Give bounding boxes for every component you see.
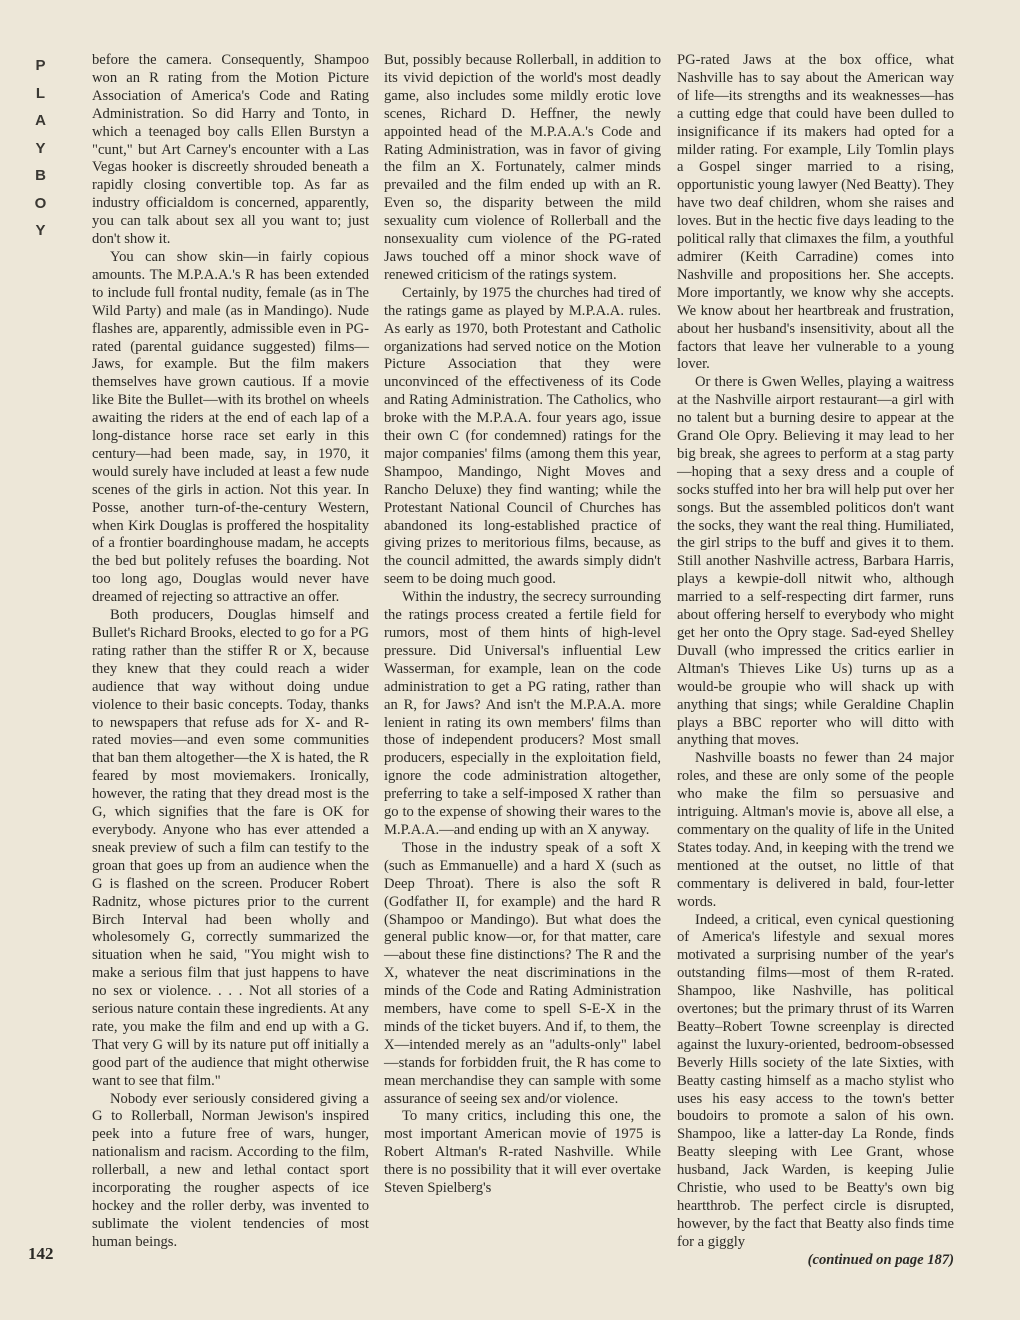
paragraph: Indeed, a critical, even cynical questioning of America's lifestyle and sexual mores motivated a surprising number of the year's outstanding films—most of them R-rated. Shampoo, like Nashville, has political overtones; but the primary thrust of its Warren Beatty–Robert Towne screenplay is directed against the luxury-oriented, bedroom-obsessed Beverly Hills society of the late Sixties, with Beatty casting himself as a macho stylist who uses his easy access to the town's better boudoirs to promote a salon of his own. Shampoo, like a latter-day La Ronde, finds Beatty sleeping with Lee Grant, whose husband, Jack Warden, is keeping Julie Christie, who used to be Beatty's own big heartthrob. The perfect circle is disrupted, however, by the fact that Beatty also finds time for a giggly: [677, 911, 954, 1250]
paragraph: Within the industry, the secrecy surrounding the ratings process created a fertile field for rumors, most of them hints of high-level pressure. Did Universal's influential Lew Wasserman, for example, lean on the code administration to get a PG rating, rather than an R, for Jaws? And isn't the M.P.A.A. more lenient in rating its own members' films than those of independent producers? Most small producers, especially in the exploitation field, ignore the code administration altogether, preferring to take a self-imposed X rather than go to the expense of showing their wares to the M.P.A.A.—and ending up with an X anyway.: [384, 589, 661, 838]
magazine-title-vertical: [24, 52, 58, 245]
page-number: 142: [28, 1244, 54, 1263]
title-letter: B: [35, 167, 47, 184]
paragraph: Nashville boasts no fewer than 24 major roles, and these are only some of the people who make the film so persuasive and intriguing. Altman's movie is, above all else, a commentary on the quality of life in the United States today. And, in keeping with the trend we mentioned at the outset, no little of that commentary is delivered in bald, four-letter words.: [677, 750, 954, 910]
title-letter: A: [35, 112, 47, 129]
title-letter: O: [34, 194, 48, 212]
title-letter: L: [35, 84, 47, 102]
paragraph: Or there is Gwen Welles, playing a waitress at the Nashville airport restaurant—a girl with no talent but a burning desire to appear at the Grand Ole Opry. Believing it may lead to her big break, she agrees to perform at a stag party—hoping that a sexy dress and a couple of socks stuffed into her bra will help put over her songs. But the assembled politicos don't want the socks, they want the real thing. Humiliated, the girl strips to the buff and gives it to them. Still another Nashville actress, Barbara Harris, plays a kewpie-doll nitwit who, although married to a self-respecting dirt farmer, runs about offering herself to everybody who might get her onto the Opry stage. Sad-eyed Shelley Duvall (who impressed the critics earlier in Altman's Thieves Like Us) turns up as a would-be groupie who will shack up with anything that sings; while Geraldine Chaplin plays a BBC reporter who will ditto with anything that moves.: [677, 374, 954, 749]
title-letter: Y: [35, 222, 47, 239]
title-letter: Y: [35, 139, 47, 157]
continued-note: (continued on page 187): [807, 1251, 954, 1268]
paragraph: PG-rated Jaws at the box office, what Nashville has to say about the American way of life—its strengths and its weaknesses—has a cutting edge that could have been dulled to insignificance if its makers had opted for a milder rating. For example, Lily Tomlin plays a Gospel singer married to a rising, opportunistic young lawyer (Ned Beatty). They have two deaf children, whom she raises and loves. But in the hectic five days leading to the political rally that climaxes the film, a youthful admirer (Keith Carradine) comes into Nashville and propositions her. She accepts. More importantly, we know why she accepts. We know about her heartbreak and frustration, about her husband's insensitivity, about all the factors that leave her vulnerable to a young lover.: [677, 52, 954, 373]
paragraph: To many critics, including this one, the most important American movie of 1975 is Robert Altman's R-rated Nashville. While there is no possibility that it will ever overtake Steven Spielberg's: [384, 1108, 661, 1197]
text-column-3: [677, 52, 954, 1270]
paragraph: But, possibly because Rollerball, in addition to its vivid depiction of the world's most deadly game, also includes some mildly erotic love scenes, Richard D. Heffner, the newly appointed head of the M.P.A.A.'s Code and Rating Administration, was in favor of giving the film an X. Fortunately, calmer minds prevailed and the film ended up with an R. Even so, the disparity between the mild sexuality cum violence of Rollerball and the nonsexuality cum violence of the PG-rated Jaws touched off a minor shock wave of renewed criticism of the ratings system.: [384, 52, 661, 283]
paragraph: Those in the industry speak of a soft X (such as Emmanuelle) and a hard X (such as Deep Throat). There is also the soft R (Godfather II, for example) and the hard R (Shampoo or Mandingo). But what does the general public know—or, for that matter, care—about these fine distinctions? The R and the X, whatever the neat discriminations in the minds of the Code and Rating Administration members, have come to spell S-E-X in the minds of the ticket buyers. And if, to them, the X—intended merely as an "adults-only" label—stands for forbidden fruit, the R has come to mean merchandise they can sample with some assurance of seeing sex and/or violence.: [384, 839, 661, 1107]
text-column-1: [92, 52, 369, 1252]
paragraph: Certainly, by 1975 the churches had tired of the ratings game as played by M.P.A.A. rules. As early as 1970, both Protestant and Catholic organizations had served notice on the Motion Picture Association that they were unconvinced of the effectiveness of its Code and Rating Administration. The Catholics, who broke with the M.P.A.A. four years ago, issue their own C (for condemned) ratings for the major companies' films (among them this year, Shampoo, Mandingo, Night Moves and Rancho Deluxe) they find wanting; while the Protestant National Council of Churches has abandoned its long-established practice of giving prizes to meritorious films, because, as the council admitted, the awards simply didn't seem to be doing much good.: [384, 284, 661, 588]
title-letter: P: [35, 57, 47, 74]
paragraph: You can show skin—in fairly copious amounts. The M.P.A.A.'s R has been extended to include full frontal nudity, female (as in The Wild Party) and male (as in Mandingo). Nude flashes are, apparently, admissible even in PG-rated (parental guidance suggested) films—Jaws, for example. But the film makers themselves have grown cautious. If a movie like Bite the Bullet—with its brothel on wheels awaiting the riders at the end of each lap of a long-distance horse race set early in this century—had been made, say, in 1970, it would surely have included at least a few nude scenes of the girls in action. Not this year. In Posse, another turn-of-the-century Western, when Kirk Douglas is proffered the hospitality of a frontier boardinghouse madam, he accepts the bed but politely refuses the boarding. Not too long ago, Douglas would never have dreamed of rejecting so attractive an offer.: [92, 248, 369, 606]
paragraph: before the camera. Consequently, Shampoo won an R rating from the Motion Picture Association of America's Code and Rating Administration. So did Harry and Tonto, in which a teenaged boy calls Ellen Burstyn a "cunt," but Art Carney's encounter with a Las Vegas hooker is discreetly shrouded beneath a rapidly closing convertible top. As far as industry officialdom is concerned, apparently, you can talk about sex all you want to; just don't show it.: [92, 52, 369, 248]
text-column-2: [384, 52, 661, 1198]
paragraph: Both producers, Douglas himself and Bullet's Richard Brooks, elected to go for a PG rating rather than the stiffer R or X, because they knew that they could reach a wider audience that way without doing undue violence to their basic concepts. Today, thanks to newspapers that refuse ads for X- and R-rated movies—and even some communities that ban them altogether—the X is hated, the R feared by most moviemakers. Ironically, however, the rating that they dread most is the G, which signifies that the fare is OK for everybody. Anyone who has ever attended a sneak preview of such a film can testify to the groan that goes up from an audience when the G is flashed on the screen. Producer Robert Radnitz, whose pictures prior to the current Birch Interval had been wholly and wholesomely G, correctly summarized the situation when he said, "You might wish to make a serious film that just happens to have no sex or violence. . . . Not all stories of a serious nature contain these ingredients. At any rate, you make the film and end up with a G. That very G will by its nature put off initially a good part of the audience that might otherwise want to see that film.": [92, 607, 369, 1089]
paragraph: Nobody ever seriously considered giving a G to Rollerball, Norman Jewison's inspired peek into a future free of wars, hunger, nationalism and racism. According to the film, rollerball, a new and lethal contact sport incorporating the rougher aspects of ice hockey and the roller derby, was invented to sublimate the violent tendencies of most human beings.: [92, 1090, 369, 1250]
